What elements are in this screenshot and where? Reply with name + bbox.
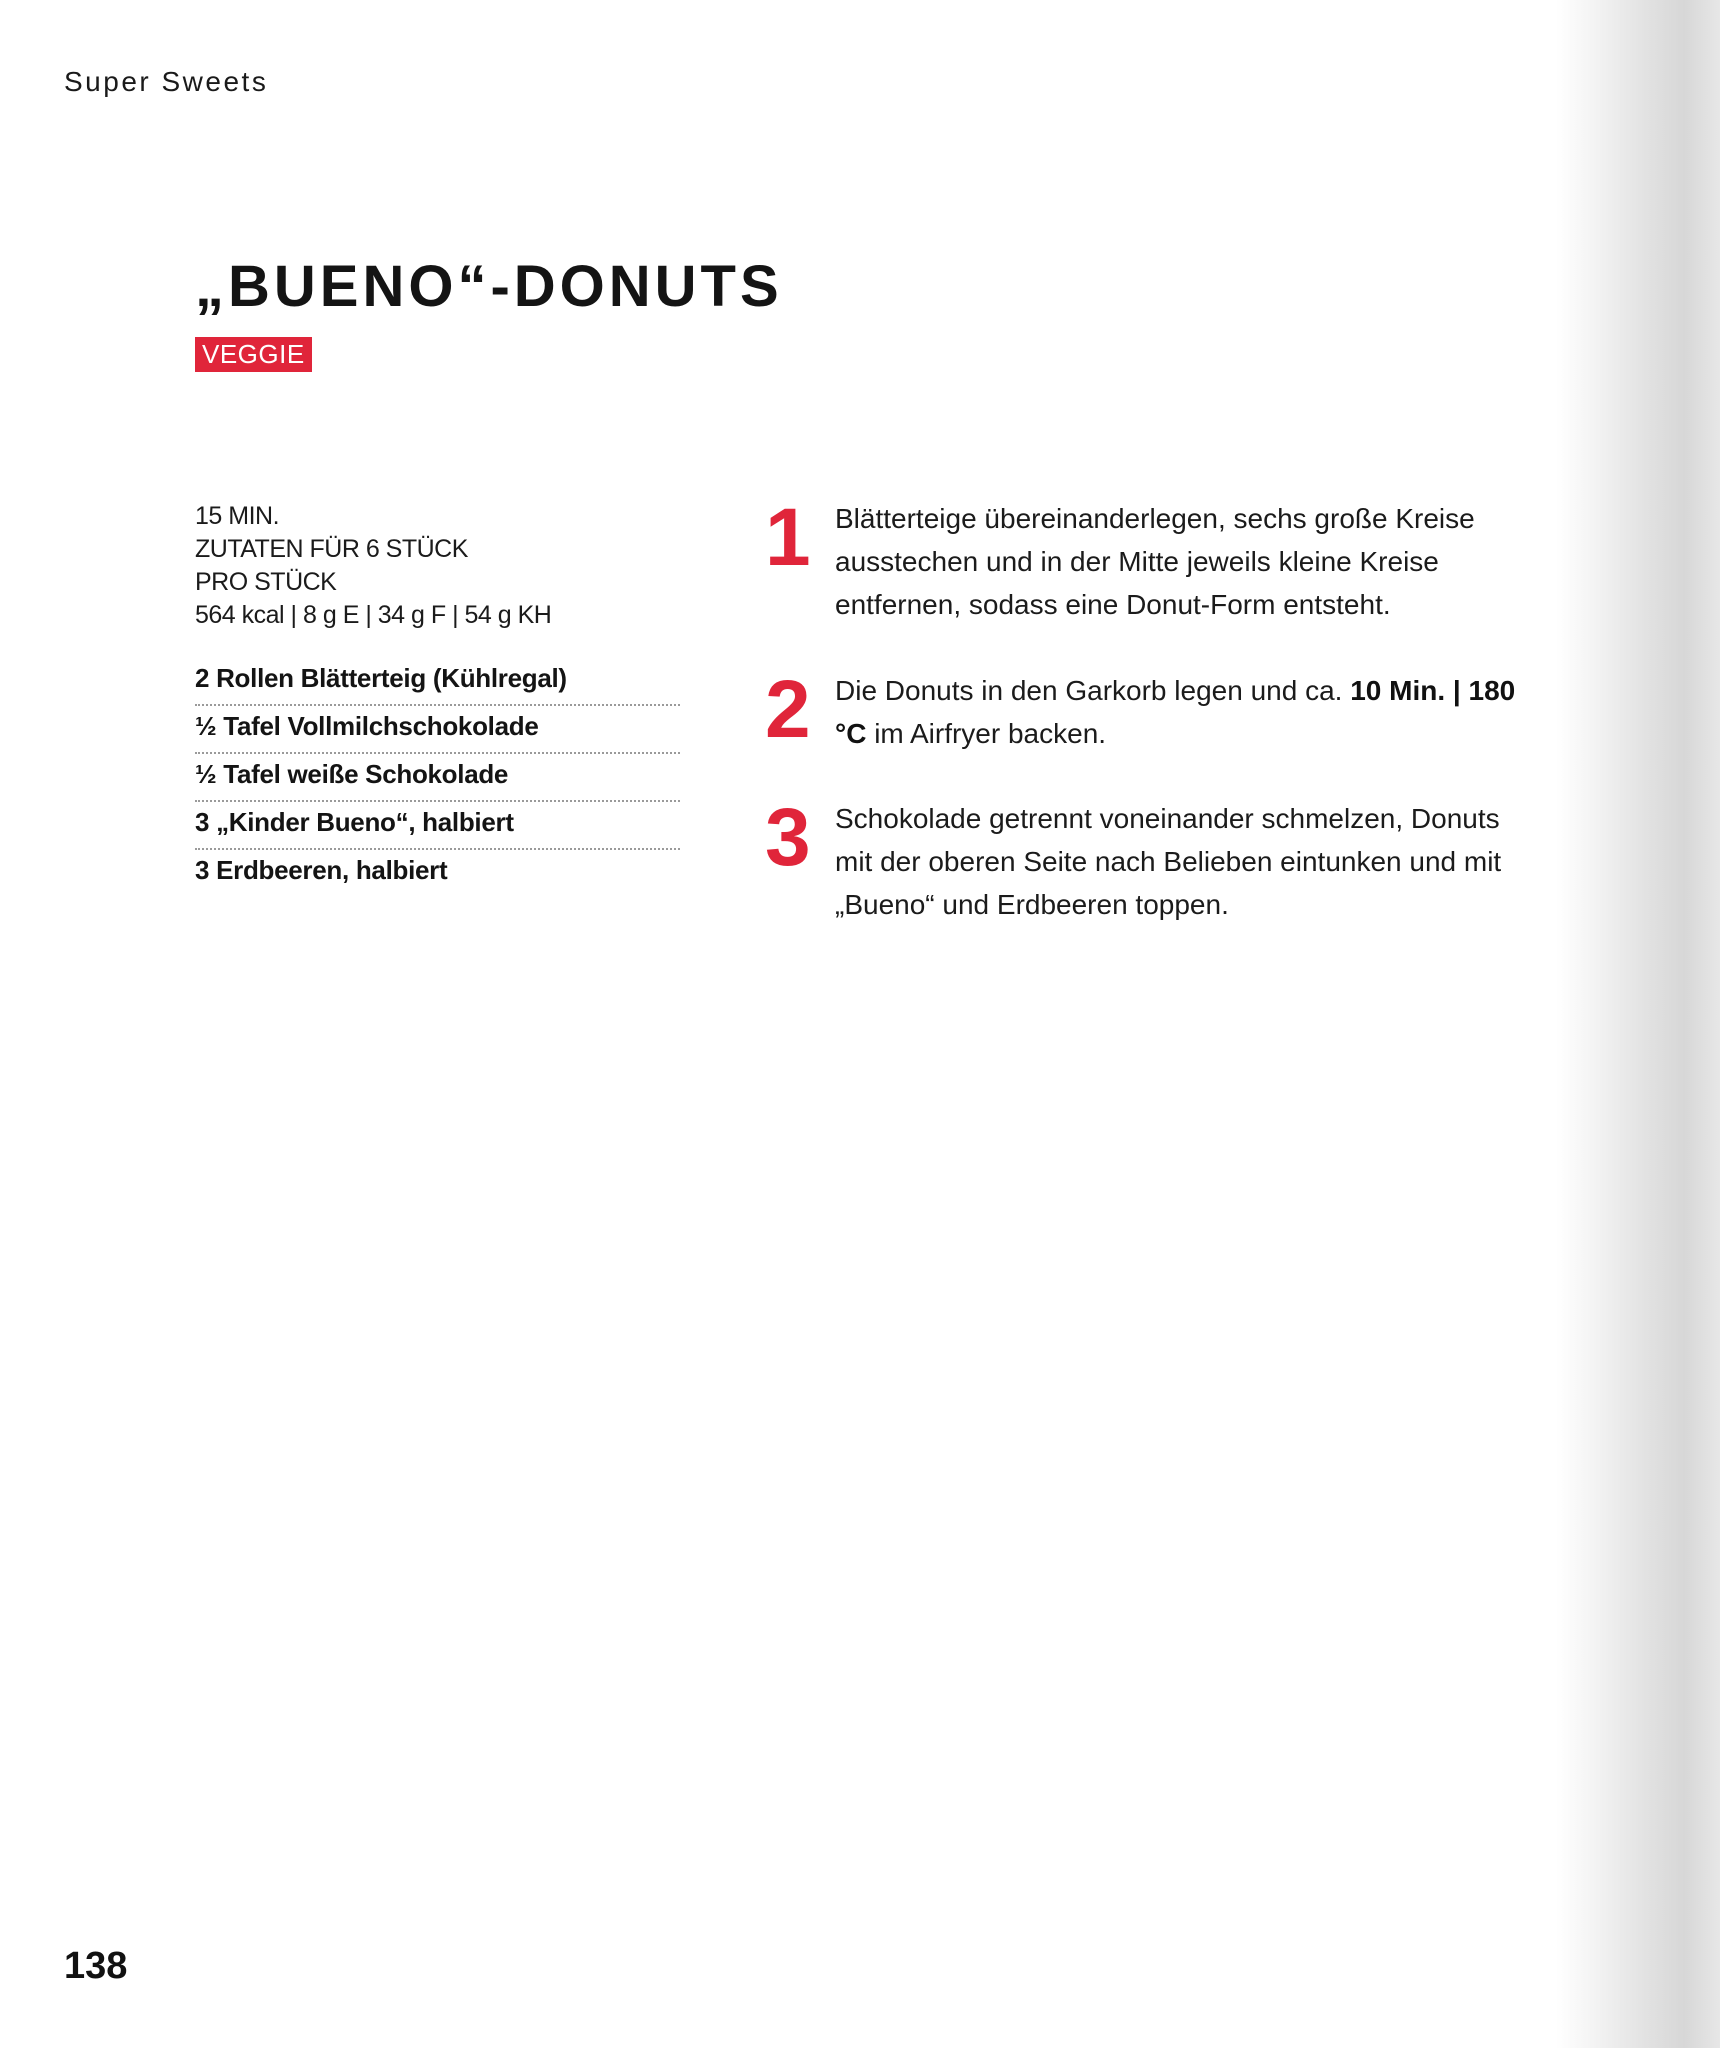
step-text-bold: 10 Min. | 180 °C bbox=[835, 675, 1516, 749]
ingredient-item: 3 Erdbeeren, halbiert bbox=[195, 855, 448, 885]
nutrition-info: 564 kcal | 8 g E | 34 g F | 54 g KH bbox=[195, 601, 552, 629]
ingredient-item: 2 Rollen Blätterteig (Kühlregal) bbox=[195, 658, 680, 706]
ingredient-item: 3 „Kinder Bueno“, halbiert bbox=[195, 802, 680, 850]
step-text-part: im Airfryer backen. bbox=[866, 718, 1107, 749]
ingredient-list bbox=[195, 658, 680, 898]
page-gutter-shadow bbox=[1556, 0, 1720, 2048]
step-3 bbox=[765, 792, 1525, 937]
step-2 bbox=[765, 664, 1525, 769]
step-number: 1 bbox=[765, 492, 811, 583]
recipe-meta bbox=[195, 500, 715, 632]
step-text-part: Die Donuts in den Garkorb legen und ca. bbox=[835, 675, 1351, 706]
servings: ZUTATEN FÜR 6 STÜCK bbox=[195, 535, 468, 563]
section-title: Super Sweets bbox=[64, 66, 269, 97]
step-1 bbox=[765, 492, 1525, 637]
step-text bbox=[835, 669, 1525, 755]
step-number: 2 bbox=[765, 664, 811, 755]
step-text: Blätterteige übereinanderlegen, sechs große Kreise ausstechen und in der Mitte jeweils kleine Kreise entfernen, sodass eine Donut-Form entsteht. bbox=[835, 503, 1475, 620]
recipe-title: „BUENO“-DONUTS bbox=[195, 254, 783, 319]
veggie-badge: VEGGIE bbox=[195, 337, 312, 372]
step-text: Schokolade getrennt voneinander schmelzen, Donuts mit der oberen Seite nach Belieben eintunken und mit „Bueno“ und Erdbeeren toppen. bbox=[835, 803, 1502, 920]
step-number: 3 bbox=[765, 792, 811, 883]
page-number: 138 bbox=[64, 1945, 128, 1987]
ingredient-item: ½ Tafel Vollmilchschokolade bbox=[195, 706, 680, 754]
ingredient-item: ½ Tafel weiße Schokolade bbox=[195, 754, 680, 802]
prep-time: 15 MIN. bbox=[195, 502, 280, 530]
per-piece-label: PRO STÜCK bbox=[195, 568, 337, 596]
